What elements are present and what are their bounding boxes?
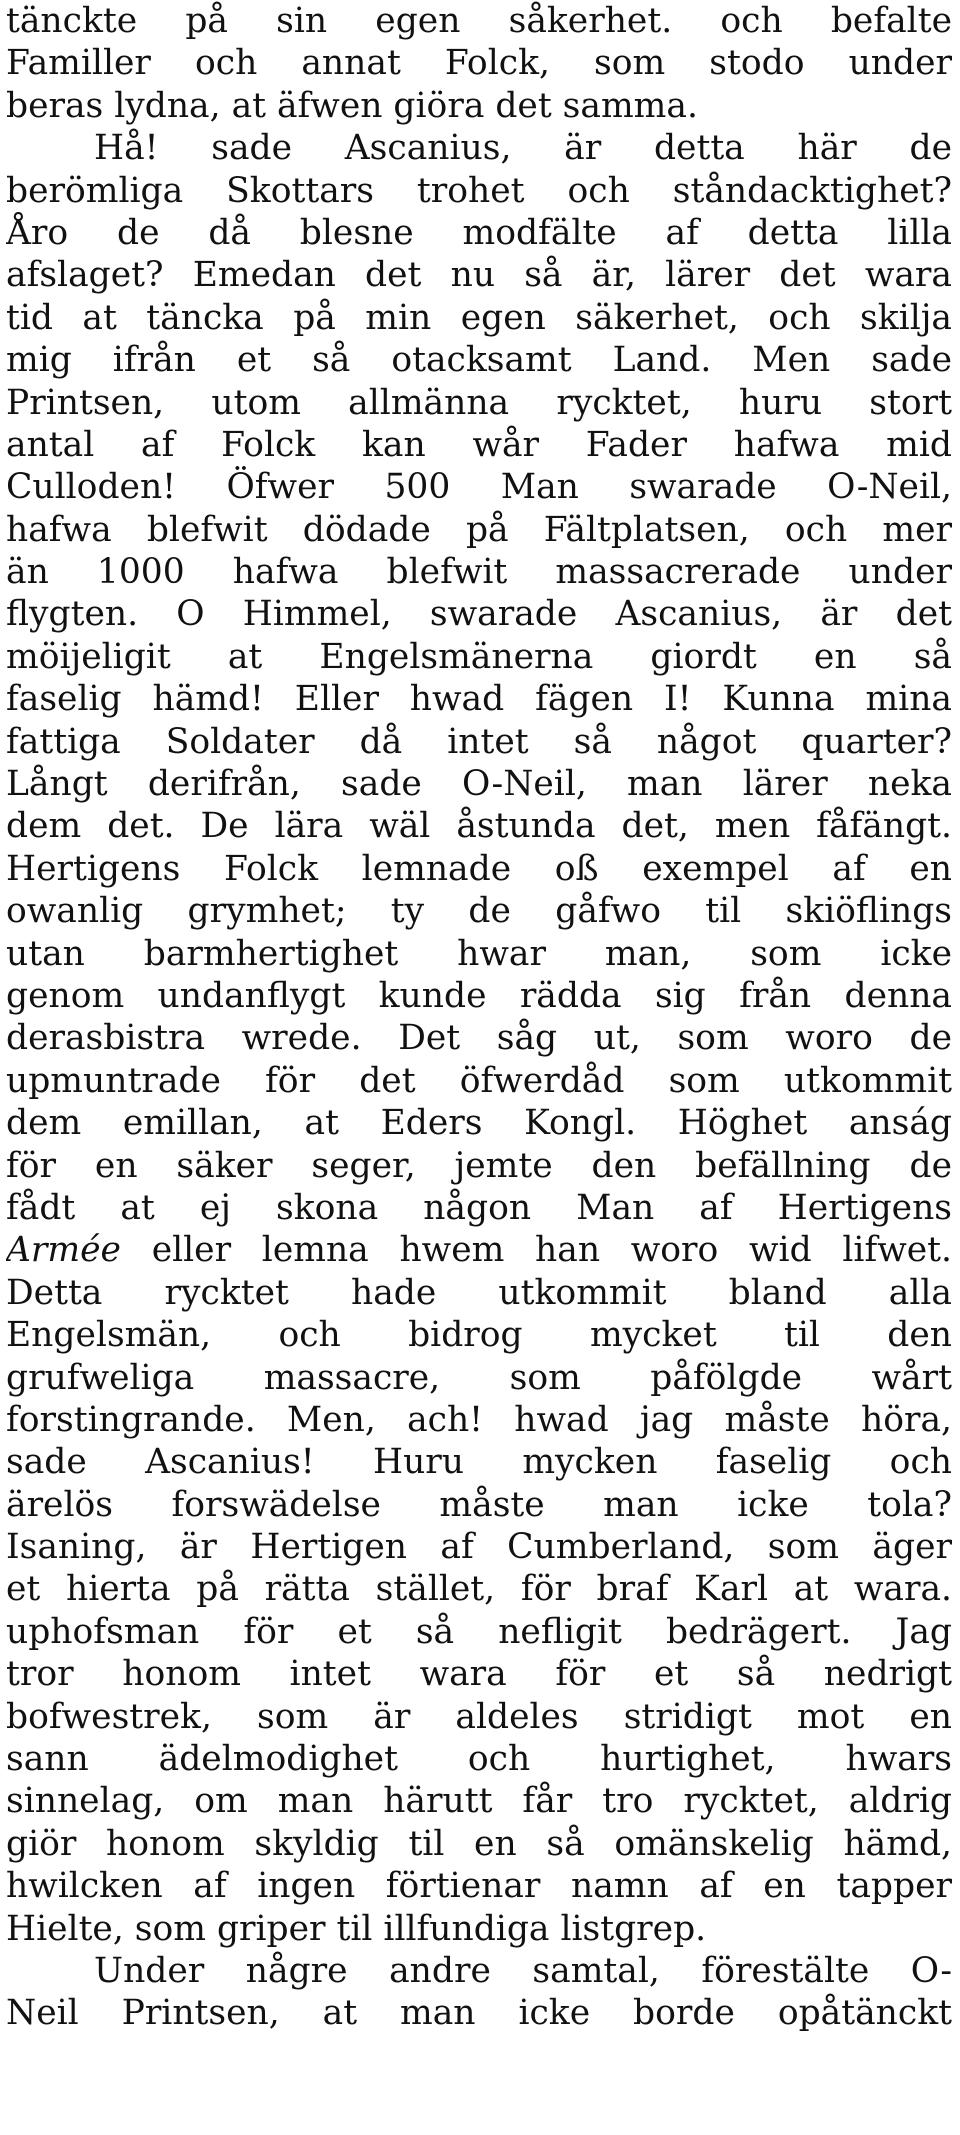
- text-line: flygten. O Himmel, swarade Ascanius, är det: [6, 594, 952, 635]
- text-line: upmuntrade för det öfwerdåd som utkommit: [6, 1060, 952, 1101]
- text-line: fådt at ej skona någon Man af Hertigens: [6, 1187, 952, 1228]
- text-line: Engelsmän, och bidrog mycket til den: [6, 1315, 952, 1356]
- text-line: Familler och annat Folck, som stodo under: [6, 43, 952, 84]
- text-line: berömliga Skottars trohet och ståndacktighet?: [6, 170, 952, 211]
- text-line: möijeligit at Engelsmänerna giordt en så: [6, 636, 952, 677]
- text-line: uphofsman för et så nefligit bedrägert. Jag: [6, 1611, 952, 1652]
- text-line: dem emillan, at Eders Kongl. Höghet anság: [6, 1103, 952, 1144]
- body-text: [6, 0, 952, 2035]
- text-line: Isaning, är Hertigen af Cumberland, som äger: [6, 1527, 952, 1568]
- text-line: Printsen, utom allmänna rycktet, huru stort: [6, 382, 952, 423]
- text-line: hwilcken af ingen förtienar namn af en tapper: [6, 1866, 952, 1907]
- text-line: et hierta på rätta stället, för braf Karl at wara.: [6, 1569, 952, 1610]
- text-line: bofwestrek, som är aldeles stridigt mot en: [6, 1696, 952, 1737]
- text-line: dem det. De lära wäl åstunda det, men fåfängt.: [6, 806, 952, 847]
- text-line: derasbistra wrede. Det såg ut, som woro de: [6, 1018, 952, 1059]
- text-line: Under någre andre samtal, förestälte O-: [94, 1950, 952, 1991]
- document-page: [6, 0, 952, 2135]
- text-line: faselig hämd! Eller hwad fägen I! Kunna mina: [6, 679, 952, 720]
- text-line: grufweliga massacre, som påfölgde wårt: [6, 1357, 952, 1398]
- text-line: giör honom skyldig til en så omänskelig hämd,: [6, 1823, 952, 1864]
- italic-word: Armée: [6, 1230, 121, 1271]
- text-line: tror honom intet wara för et så nedrigt: [6, 1654, 952, 1695]
- text-line: beras lydna, at äfwen giöra det samma.: [6, 85, 698, 126]
- text-line: än 1000 hafwa blefwit massacrerade under: [6, 552, 952, 593]
- text-line: tänckte på sin egen såkerhet. och befalte: [6, 1, 952, 41]
- text-line: Culloden! Öfwer 500 Man swarade O-Neil,: [6, 467, 952, 508]
- text-line: ärelös forswädelse måste man icke tola?: [6, 1484, 952, 1525]
- text-line: genom undanflygt kunde rädda sig från denna: [6, 975, 952, 1016]
- text-line: antal af Folck kan wår Fader hafwa mid: [6, 424, 952, 465]
- text-line: Detta rycktet hade utkommit bland alla: [6, 1272, 952, 1313]
- text-line: mig ifrån et så otacksamt Land. Men sade: [6, 340, 952, 381]
- text-line: Hielte, som griper til illfundiga listgrep.: [6, 1908, 707, 1949]
- text-line: för en säker seger, jemte den befällning de: [6, 1145, 952, 1186]
- text-line: Hå! sade Ascanius, är detta här de: [94, 128, 952, 169]
- text-line: utan barmhertighet hwar man, som icke: [6, 933, 952, 974]
- text-line: fattiga Soldater då intet så något quarter?: [6, 721, 952, 762]
- text-line: forstingrande. Men, ach! hwad jag måste höra,: [6, 1399, 952, 1440]
- text-line: Hertigens Folck lemnade oß exempel af en: [6, 848, 952, 889]
- text-line: Neil Printsen, at man icke borde opåtänckt: [6, 1993, 952, 2034]
- text-line: owanlig grymhet; ty de gåfwo til skiöflings: [6, 891, 952, 932]
- text-line: Långt derifrån, sade O-Neil, man lärer neka: [6, 764, 952, 805]
- text-line: sade Ascanius! Huru mycken faselig och: [6, 1442, 952, 1483]
- text-line-rest: eller lemna hwem han woro wid lifwet.: [151, 1230, 952, 1271]
- text-line: sann ädelmodighet och hurtighet, hwars: [6, 1739, 952, 1780]
- text-line: afslaget? Emedan det nu så är, lärer det wara: [6, 255, 952, 296]
- text-line: hafwa blefwit dödade på Fältplatsen, och mer: [6, 509, 952, 550]
- text-line: sinnelag, om man härutt får tro rycktet, aldrig: [6, 1781, 952, 1822]
- text-line-with-italic: [6, 1229, 952, 1271]
- text-line: tid at täncka på min egen säkerhet, och skilja: [6, 297, 952, 338]
- text-line: Åro de då blesne modfälte af detta lilla: [6, 212, 952, 253]
